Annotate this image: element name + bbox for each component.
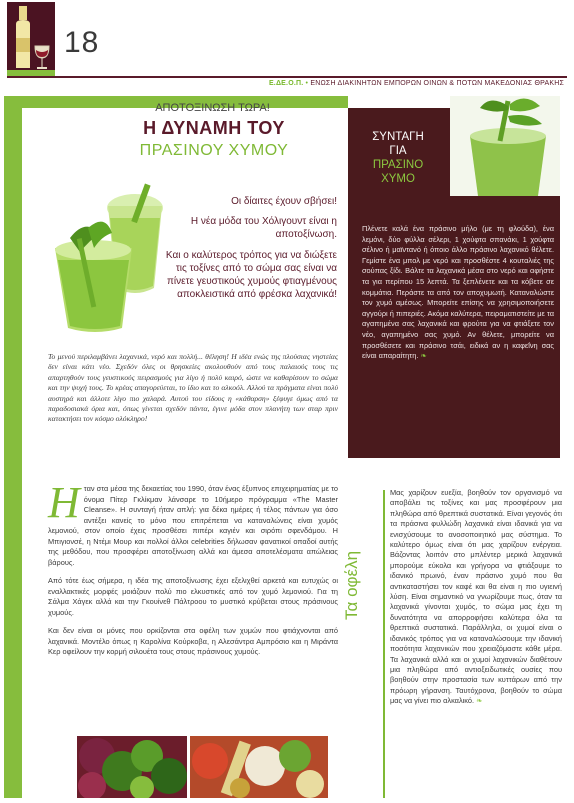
benefits-heading: Τα οφέλη (342, 550, 361, 620)
recipe-text (362, 224, 554, 362)
green-juice-celery-image (450, 96, 560, 196)
intro-line: Η νέα μόδα του Χόλιγουντ είναι η αποτοξίνωση. (190, 216, 337, 241)
benefits-heading-wrap (342, 500, 372, 620)
recipe-title-line: ΣΥΝΤΑΓΗ (372, 131, 424, 143)
wine-logo (7, 2, 55, 76)
benefits-text (390, 488, 562, 707)
recipe-title-line: ΓΙΑ (389, 145, 407, 157)
body-paragraph (48, 478, 338, 568)
article-subtitle: ΠΡΑΣΙΝΟΥ ΧΥΜΟΥ (139, 142, 289, 159)
header-publisher (269, 80, 564, 87)
green-side-bar (4, 96, 22, 798)
article-kicker: ΑΠΟΤΟΞΙΝΩΣΗ ΤΩΡΑ! (155, 102, 270, 114)
article-italic-lead: Το μενού περιλαμβάνει λαχανικά, νερό και πολλή... θέληση! Η ιδέα ενώς της πλούσιας νηστείας δεν είναι κάτι νέο. Σχεδόν όλες οι θρησκείες ακολουθούν από τους παλαιούς τους τις απαρτηθούν τους γευστικούς πειρασμούς για λίγο ή πολύ καιρό, ώστε να καθαρίσουν το σώμα και την ψυχή τους. Το κρέας απαγορεύεται, το ίδιο και το αλκοόλ. Αλλού τα πράγματα είναι πολύ αυστηρά και άλλοτε λίγο πιο χαλαρά. Αυτού του είδους η «κάθαρση» ξέφυγε όμως από τα παραδοσιακά όρια και, όπως γίνεται σχεδόν πάντα, έγινε μόδα στον πλανήτη των σταρ πριν κατακτήσει τον κόσμο ολόκληρο! (48, 352, 338, 424)
leaf-end-icon: ❧ (476, 696, 483, 706)
body-paragraph: Και δεν είναι οι μόνες που ορκίζονται στα οφέλη των χυμών που φτιάχνονται από λαχανικά. Μοντέλο όπως η Καρολίνα Κούρκοβα, η Αλεσάντρα Αμπρόσιο και η Μιράντα Κερ οφείλουν την κορμή σιλουέτα τους στους πράσινους χυμούς. (48, 626, 338, 656)
recipe-title-line: ΠΡΑΣΙΝΟ (372, 159, 424, 171)
header-rule (7, 76, 567, 78)
page-number: 18 (64, 26, 100, 59)
wine-bottle-glass-icon (7, 2, 55, 76)
recipe-title (358, 130, 438, 186)
org-name: ΕΝΩΣΗ ΔΙΑΚΙΝΗΤΩΝ ΕΜΠΟΡΩΝ ΟΙΝΩΝ & ΠΟΤΩΝ ΜΑΚΕΔΟΝΙΑΣ ΘΡΑΚΗΣ (310, 80, 564, 87)
intro-line: Και ο καλύτερος τρόπος για να διώξετε τις τοξίνες από το σώμα σας είναι να πίνετε γευστικούς χυμούς φτιαγμένους αποκλειστικά από φρέσκα λαχανικά! (165, 249, 337, 301)
header-bullet: • (305, 80, 309, 87)
drop-cap: Η (48, 478, 80, 527)
body-text: ταν στα μέσα της δεκαετίας του 1990, όταν ένας έξυπνος επιχειρηματίας με το όνομα Πίτερ Γκλίκμαν λάνσαρε το 10ήμερο πρόγραμμα «The Master Cleanse». Η συνταγή ήταν απλή: για δέκα ημέρες ή τέλος πάντων για όσο αντέξει κανείς το μόνο που επιτρέπεται να καταναλώνεις είναι χυμός λεμονιού, στον οποίο έχεις προσθέσει πιπέρι καγιέν και σιρόπι σφενδάμου. Η Μπιγιονσέ, η Ντέμι Μουρ και πολλοί άλλοι celebrities δήλωσαν φανατικοί οπαδοί αυτής της μεθόδου, που προσφέρει αποτοξίνωση αλλά και άμεσα αποτελέσματα απώλειας βάρους. (48, 484, 338, 567)
vegetables-image (77, 736, 187, 798)
article-title: Η ΔΥΝΑΜΗ ΤΟΥ (143, 118, 285, 138)
vegetables-image (190, 736, 328, 798)
benefits-divider (383, 490, 385, 798)
benefits-body: Μας χαρίζουν ευεξία, βοηθούν τον οργανισμό να αποβάλει τις τοξίνες και μας προσφέρουν μια πληθώρα από θρεπτικά συστατικά. Είναι γεγονός ότι τα πράσινα φυλλώδη λαχανικά είναι ιδανικά για να ενισχύσουμε το ανοσοποιητικό μας σύστημα. Το καλύτερο όμως είναι ότι μας χαρίζουν ενέργεια. Βάζοντας λοιπόν στο μπλέντερ μερικά λαχανικά μπορούμε εύκολα και γρήγορα να φτιάξουμε το ιδανικό πρωινό, έναν πράσινο χυμό που θα αντικαταστήσει τον καφέ και θα είναι η πιο υγιεινή λύση. Είναι σημαντικό να γνωρίζουμε πως, όταν τα λαχανικά γίνονται χυμός, το σώμα μας έχει τη δυνατότητα να απορροφήσει καλύτερα όλα τα θρεπτικά συστατικά. Παράλληλα, οι χυμοί είναι ο ιδανικός τρόπος για να καταναλώσουμε την ιδανική ποσότητα λαχανικών που χρειαζόμαστε κάθε μέρα. Τα λαχανικά αλλά και οι χυμοί λαχανικών διαθέτουν μια πληθώρα από αντιοξειδωτικές ουσίες που βοηθούν στην προστασία των κυττάρων από την πρόωρη γήρανση. Ταυτόχρονα, βοηθούν το σώμα μας να γίνει πιο αλκαλικό. (390, 488, 562, 706)
article-body (48, 478, 338, 666)
recipe-title-line: ΧΥΜΟ (381, 173, 415, 185)
intro-line: Οι δίαιτες έχουν σβήσει! (231, 196, 337, 207)
org-abbreviation: Ε.ΔΕ.Ο.Π. (268, 80, 304, 87)
body-paragraph: Από τότε έως σήμερα, η ιδέα της αποτοξίνωσης έχει εξελιχθεί αρκετά και ευτυχώς οι εναλλακτικές μορφές μοιάζουν πολύ πιο ελκυστικές από τον χυμό λεμονιού. Για τη Σάλμα Χάγεκ αλλά και την Γκουίνεθ Πάλτροου το μυστικό κρύβεται στους πράσινους χυμούς. (48, 576, 338, 617)
recipe-body: Πλένετε καλά ένα πράσινο μήλο (με τη φλούδα), ένα λεμόνι, δύο φύλλα σέλερι, 1 χούφτα σπανάκι, 1 χούφτα σέλινο ή μαϊντανό ή όποιο άλλο πράσινο λαχανικό θέλετε. Γεμίστε ένα μπολ με νερό και προσθέστε 4 κουταλιές της σούπας ξίδι. Βάλτε τα λαχανικά μέσα στο νερό και αφήστε τα για περίπου 15 λεπτά. Τα ξεπλένετε και τα κόβετε σε κομμάτια. Περάστε τα από τον αποχυμωτή. Καταναλώστε τον χυμό αμέσως. Μπορείτε επίσης να χρησιμοποιήσετε αγγούρι ή πιπεριές. Ακόμα καλύτερα, πειραματιστείτε με τα αγαπημένα σας λαχανικά και φρούτα για να φτιάξετε τον νέο, αγαπημένο σας χυμό. Αν θέλετε, μπορείτε να προσθέσετε και πράσινο τσάι, ειδικά αν η καφεΐνη σας είναι απαραίτητη. (362, 224, 554, 361)
leaf-end-icon: ❧ (420, 351, 427, 361)
article-intro (162, 195, 337, 308)
green-juice-glasses-image (50, 178, 165, 333)
